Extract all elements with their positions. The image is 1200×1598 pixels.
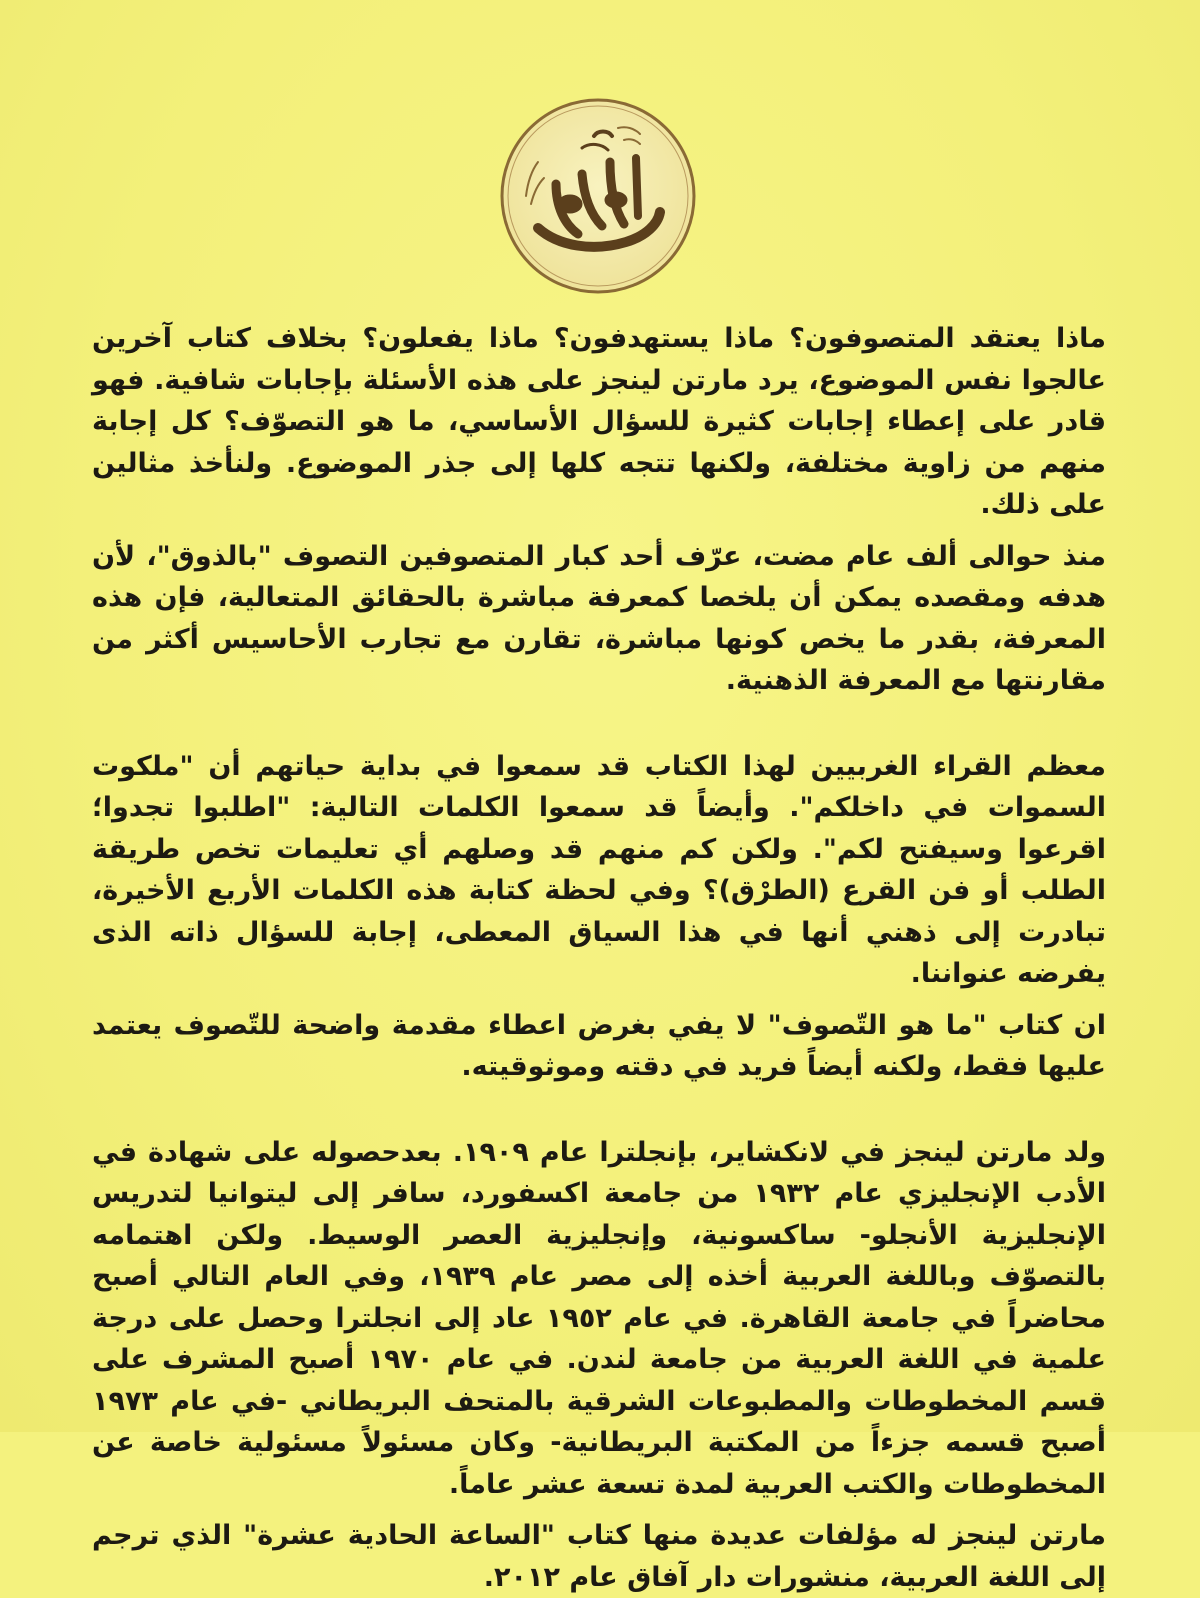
paragraph-author-bio: ولد مارتن لينجز في لانكشاير، بإنجلترا عام ١٩٠٩. بعدحصوله على شهادة في الأدب الإنجليزي عام ١٩٣٢ من جامعة اكسفورد، سافر إلى ليتوانيا لتدريس الإنجليزية الأنجلو- ساكسونية، وإنجليزية العصر الوسيط. ولكن اهتمامه بالتصوّف وباللغة العربية أخذه إلى مصر عام ١٩٣٩، وفي العام التالي أصبح محاضراً في جامعة القاهرة. في عام ١٩٥٢ عاد إلى انجلترا وحصل على درجة علمية في اللغة العربية من جامعة لندن. في عام ١٩٧٠ أصبح المشرف على قسم المخطوطات والمطبوعات الشرقية بالمتحف البريطاني -في عام ١٩٧٣ أصبح قسمه جزءاً من المكتبة البريطانية- وكان مسئولاً مسئولية خاصة عن المخطوطات والكتب العربية لمدة تسعة عشر عاماً. <box>92 1136 1107 1500</box>
muhammad-calligraphy-icon <box>498 96 698 296</box>
cover-text <box>92 318 1106 1598</box>
paragraph-author-works: مارتن لينجز له مؤلفات عديدة منها كتاب "الساعة الحادية عشرة" الذي ترجم إلى اللغة العربية، منشورات دار آفاق عام ٢٠١٢. <box>92 1520 1106 1593</box>
calligraphy-seal <box>498 96 698 296</box>
paragraph-intro: ماذا يعتقد المتصوفون؟ ماذا يستهدفون؟ ماذا يفعلون؟ بخلاف كتاب آخرين عالجوا نفس الموضوع، يرد مارتن لينجز على هذه الأسئلة بإجابات شافية. فهو قادر على إعطاء إجابات كثيرة للسؤال الأساسي، ما هو التصوّف؟ كل إجابة منهم من زاوية مختلفة، ولكنها تتجه كلها إلى جذر الموضوع. ولنأخذ مثالين على ذلك. <box>92 323 1106 520</box>
paragraph-definition: منذ حوالى ألف عام مضت، عرّف أحد كبار المتصوفين التصوف "بالذوق"، لأن هدفه ومقصده يمكن أن يلخصا كمعرفة مباشرة بالحقائق المتعالية، فإن هذه المعرفة، بقدر ما يخص كونها مباشرة، تقارن مع تجارب الأحاسيس أكثر من مقارنتها مع المعرفة الذهنية. <box>92 540 1106 696</box>
paragraph-book-summary: ان كتاب "ما هو التّصوف" لا يفي بغرض اعطاء مقدمة واضحة للتّصوف يعتمد عليها فقط، ولكنه أيضاً فريد في دقته وموثوقيته. <box>92 1009 1106 1082</box>
paragraph-western-readers: معظم القراء الغربيين لهذا الكتاب قد سمعوا في بداية حياتهم أن "ملكوت السموات في داخلكم". وأيضاً قد سمعوا الكلمات التالية: "اطلبوا تجدوا؛ اقرعوا وسيفتح لكم". ولكن كم منهم قد وصلهم أي تعليمات تخص طريقة الطلب أو فن القرع (الطرْق)؟ وفي لحظة كتابة هذه الكلمات الأربع الأخيرة، تبادرت إلى ذهني أنها في هذا السياق المعطى، إجابة للسؤال ذاته الذى يفرضه عنواننا. <box>92 750 1106 989</box>
